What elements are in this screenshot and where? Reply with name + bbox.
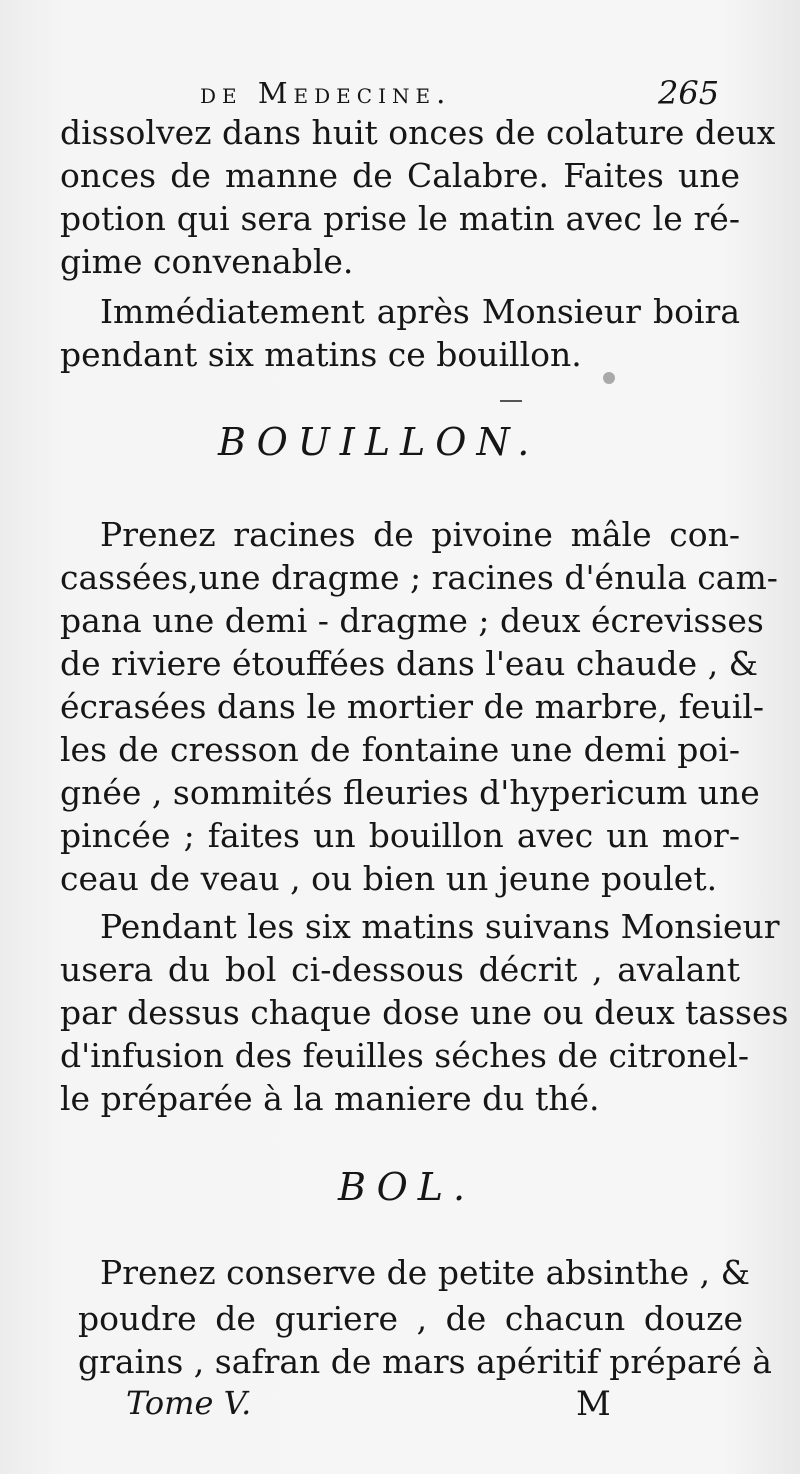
text-line: grains , safran de mars apéritif préparé à — [78, 1342, 772, 1381]
text-line: gnée , sommités fleuries d'hypericum une — [60, 773, 760, 812]
text-line: pincée ; faites un bouillon avec un mor- — [60, 816, 740, 855]
text-line: Immédiatement après Monsieur boira — [100, 292, 740, 331]
section-heading-bol: BOL. — [338, 1165, 476, 1209]
ink-dash — [500, 400, 522, 402]
text-line: poudre de guriere , de chacun douze — [78, 1299, 743, 1338]
volume-signature: Tome V. — [126, 1384, 252, 1422]
text-line: dissolvez dans huit onces de colature deux — [60, 113, 776, 152]
text-line: le préparée à la maniere du thé. — [60, 1079, 600, 1118]
text-line: Prenez racines de pivoine mâle con- — [100, 515, 740, 554]
text-line: Prenez conserve de petite absinthe , & — [100, 1253, 750, 1292]
text-line: les de cresson de fontaine une demi poi- — [60, 730, 740, 769]
text-line: d'infusion des feuilles séches de citronel- — [60, 1036, 749, 1075]
text-line: pana une demi - dragme ; deux écrevisses — [60, 601, 764, 640]
gathering-mark: M — [576, 1384, 611, 1424]
text-line: onces de manne de Calabre. Faites une — [60, 156, 740, 195]
section-heading-bouillon: BOUILLON. — [218, 420, 540, 464]
page-number: 265 — [658, 74, 720, 112]
ink-smudge — [603, 372, 615, 384]
text-line: Pendant les six matins suivans Monsieur — [100, 907, 780, 946]
text-line: par dessus chaque dose une ou deux tasses — [60, 993, 789, 1032]
text-line: potion qui sera prise le matin avec le ré- — [60, 199, 740, 238]
running-title: de Medecine. — [200, 76, 452, 110]
text-line: gime convenable. — [60, 242, 354, 281]
text-line: ceau de veau , ou bien un jeune poulet. — [60, 859, 718, 898]
text-line: cassées,une dragme ; racines d'énula cam- — [60, 558, 778, 597]
text-line: usera du bol ci-dessous décrit , avalant — [60, 950, 740, 989]
text-line: de riviere étouffées dans l'eau chaude , & — [60, 644, 759, 683]
text-line: écrasées dans le mortier de marbre, feuil- — [60, 687, 765, 726]
text-line: pendant six matins ce bouillon. — [60, 335, 582, 374]
